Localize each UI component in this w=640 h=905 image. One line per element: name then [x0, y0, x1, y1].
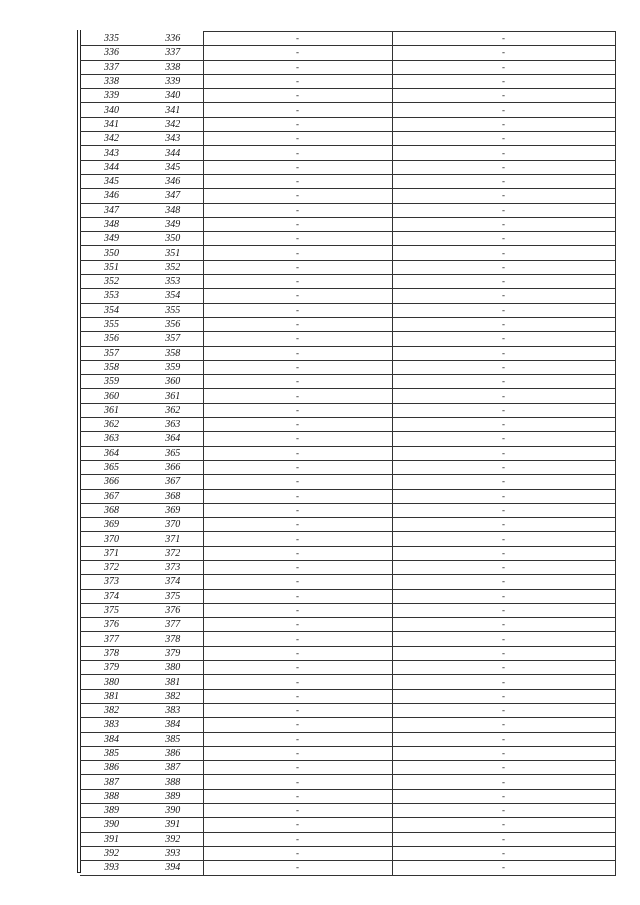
value-cell-right: - — [392, 846, 615, 860]
row-number-cell: 391 — [80, 832, 143, 846]
table-row — [80, 174, 615, 188]
row-number-cell: 378 — [80, 646, 143, 660]
value-cell-left: - — [203, 804, 392, 818]
value-cell-left: - — [203, 375, 392, 389]
table-row — [80, 689, 615, 703]
value-cell-left: - — [203, 761, 392, 775]
row-number-cell: 389 — [80, 804, 143, 818]
table-row — [80, 861, 615, 875]
value-cell-right: - — [392, 332, 615, 346]
next-number-cell: 379 — [143, 646, 203, 660]
next-number-cell: 358 — [143, 346, 203, 360]
table-row — [80, 303, 615, 317]
value-cell-right: - — [392, 589, 615, 603]
table-row — [80, 432, 615, 446]
next-number-cell: 384 — [143, 718, 203, 732]
row-number-cell: 348 — [80, 217, 143, 231]
table-row — [80, 217, 615, 231]
next-number-cell: 345 — [143, 160, 203, 174]
value-cell-right: - — [392, 246, 615, 260]
table-row — [80, 603, 615, 617]
value-cell-left: - — [203, 32, 392, 46]
table-row — [80, 346, 615, 360]
value-cell-left: - — [203, 746, 392, 760]
next-number-cell: 382 — [143, 689, 203, 703]
value-cell-right: - — [392, 489, 615, 503]
table-row — [80, 132, 615, 146]
value-cell-right: - — [392, 117, 615, 131]
value-cell-right: - — [392, 460, 615, 474]
value-cell-right: - — [392, 346, 615, 360]
row-number-cell: 343 — [80, 146, 143, 160]
value-cell-right: - — [392, 375, 615, 389]
table-row — [80, 518, 615, 532]
value-cell-right: - — [392, 317, 615, 331]
value-cell-left: - — [203, 418, 392, 432]
value-cell-right: - — [392, 503, 615, 517]
next-number-cell: 360 — [143, 375, 203, 389]
next-number-cell: 387 — [143, 761, 203, 775]
value-cell-left: - — [203, 560, 392, 574]
row-number-cell: 340 — [80, 103, 143, 117]
value-cell-left: - — [203, 317, 392, 331]
value-cell-left: - — [203, 475, 392, 489]
table-row — [80, 117, 615, 131]
left-margin-rule-outer — [77, 30, 78, 872]
table-row — [80, 632, 615, 646]
next-number-cell: 386 — [143, 746, 203, 760]
next-number-cell: 353 — [143, 275, 203, 289]
value-cell-right: - — [392, 203, 615, 217]
value-cell-right: - — [392, 418, 615, 432]
table-row — [80, 103, 615, 117]
next-number-cell: 392 — [143, 832, 203, 846]
row-number-cell: 349 — [80, 232, 143, 246]
value-cell-left: - — [203, 260, 392, 274]
value-cell-left: - — [203, 718, 392, 732]
value-cell-right: - — [392, 675, 615, 689]
table-row — [80, 475, 615, 489]
value-cell-left: - — [203, 189, 392, 203]
next-number-cell: 359 — [143, 360, 203, 374]
row-number-cell: 390 — [80, 818, 143, 832]
value-cell-left: - — [203, 503, 392, 517]
table-row — [80, 718, 615, 732]
next-number-cell: 368 — [143, 489, 203, 503]
next-number-cell: 347 — [143, 189, 203, 203]
table-row — [80, 146, 615, 160]
value-cell-right: - — [392, 746, 615, 760]
next-number-cell: 338 — [143, 60, 203, 74]
value-cell-left: - — [203, 632, 392, 646]
table-row — [80, 89, 615, 103]
table-row — [80, 560, 615, 574]
next-number-cell: 370 — [143, 518, 203, 532]
row-number-cell: 386 — [80, 761, 143, 775]
value-cell-right: - — [392, 818, 615, 832]
value-cell-left: - — [203, 203, 392, 217]
value-cell-left: - — [203, 103, 392, 117]
value-cell-left: - — [203, 303, 392, 317]
value-cell-left: - — [203, 217, 392, 231]
row-number-cell: 351 — [80, 260, 143, 274]
table-row — [80, 260, 615, 274]
row-number-cell: 338 — [80, 74, 143, 88]
value-cell-right: - — [392, 232, 615, 246]
next-number-cell: 378 — [143, 632, 203, 646]
value-cell-left: - — [203, 60, 392, 74]
value-cell-right: - — [392, 446, 615, 460]
row-number-cell: 344 — [80, 160, 143, 174]
value-cell-left: - — [203, 689, 392, 703]
table-row — [80, 546, 615, 560]
next-number-cell: 371 — [143, 532, 203, 546]
row-number-cell: 362 — [80, 418, 143, 432]
row-number-cell: 363 — [80, 432, 143, 446]
value-cell-right: - — [392, 832, 615, 846]
table-row — [80, 775, 615, 789]
row-number-cell: 379 — [80, 661, 143, 675]
table-row — [80, 289, 615, 303]
row-number-cell: 382 — [80, 703, 143, 717]
value-cell-right: - — [392, 661, 615, 675]
value-cell-left: - — [203, 818, 392, 832]
table-row — [80, 575, 615, 589]
value-cell-left: - — [203, 246, 392, 260]
row-number-cell: 360 — [80, 389, 143, 403]
value-cell-right: - — [392, 560, 615, 574]
value-cell-right: - — [392, 60, 615, 74]
value-cell-right: - — [392, 46, 615, 60]
value-cell-right: - — [392, 146, 615, 160]
row-number-cell: 335 — [80, 32, 143, 46]
row-number-cell: 372 — [80, 560, 143, 574]
next-number-cell: 380 — [143, 661, 203, 675]
row-number-cell: 352 — [80, 275, 143, 289]
value-cell-left: - — [203, 661, 392, 675]
value-cell-right: - — [392, 360, 615, 374]
value-cell-left: - — [203, 403, 392, 417]
table-row — [80, 618, 615, 632]
next-number-cell: 339 — [143, 74, 203, 88]
row-number-cell: 356 — [80, 332, 143, 346]
next-number-cell: 394 — [143, 861, 203, 875]
next-number-cell: 337 — [143, 46, 203, 60]
row-number-cell: 381 — [80, 689, 143, 703]
value-cell-left: - — [203, 160, 392, 174]
value-cell-left: - — [203, 732, 392, 746]
next-number-cell: 385 — [143, 732, 203, 746]
value-cell-left: - — [203, 232, 392, 246]
table-row — [80, 489, 615, 503]
value-cell-right: - — [392, 403, 615, 417]
record-table — [80, 31, 616, 876]
next-number-cell: 381 — [143, 675, 203, 689]
next-number-cell: 348 — [143, 203, 203, 217]
value-cell-left: - — [203, 117, 392, 131]
value-cell-right: - — [392, 775, 615, 789]
row-number-cell: 373 — [80, 575, 143, 589]
next-number-cell: 366 — [143, 460, 203, 474]
next-number-cell: 356 — [143, 317, 203, 331]
table-row — [80, 232, 615, 246]
table-row — [80, 661, 615, 675]
row-number-cell: 368 — [80, 503, 143, 517]
next-number-cell: 363 — [143, 418, 203, 432]
value-cell-left: - — [203, 618, 392, 632]
table-row — [80, 389, 615, 403]
table-row — [80, 675, 615, 689]
row-number-cell: 367 — [80, 489, 143, 503]
row-number-cell: 355 — [80, 317, 143, 331]
row-number-cell: 364 — [80, 446, 143, 460]
next-number-cell: 346 — [143, 174, 203, 188]
table-row — [80, 804, 615, 818]
next-number-cell: 349 — [143, 217, 203, 231]
value-cell-right: - — [392, 732, 615, 746]
row-number-cell: 392 — [80, 846, 143, 860]
next-number-cell: 342 — [143, 117, 203, 131]
next-number-cell: 361 — [143, 389, 203, 403]
next-number-cell: 393 — [143, 846, 203, 860]
next-number-cell: 391 — [143, 818, 203, 832]
value-cell-left: - — [203, 603, 392, 617]
value-cell-right: - — [392, 632, 615, 646]
next-number-cell: 355 — [143, 303, 203, 317]
row-number-cell: 346 — [80, 189, 143, 203]
next-number-cell: 376 — [143, 603, 203, 617]
row-number-cell: 387 — [80, 775, 143, 789]
table-row — [80, 532, 615, 546]
row-number-cell: 347 — [80, 203, 143, 217]
next-number-cell: 362 — [143, 403, 203, 417]
row-number-cell: 388 — [80, 789, 143, 803]
value-cell-right: - — [392, 389, 615, 403]
table-row — [80, 646, 615, 660]
row-number-cell: 371 — [80, 546, 143, 560]
value-cell-right: - — [392, 789, 615, 803]
record-table-body — [80, 32, 615, 876]
row-number-cell: 383 — [80, 718, 143, 732]
value-cell-left: - — [203, 360, 392, 374]
row-number-cell: 376 — [80, 618, 143, 632]
value-cell-right: - — [392, 718, 615, 732]
value-cell-left: - — [203, 575, 392, 589]
value-cell-right: - — [392, 761, 615, 775]
value-cell-right: - — [392, 518, 615, 532]
next-number-cell: 369 — [143, 503, 203, 517]
row-number-cell: 393 — [80, 861, 143, 875]
row-number-cell: 384 — [80, 732, 143, 746]
next-number-cell: 341 — [143, 103, 203, 117]
table-row — [80, 60, 615, 74]
value-cell-right: - — [392, 575, 615, 589]
table-row — [80, 460, 615, 474]
next-number-cell: 377 — [143, 618, 203, 632]
next-number-cell: 383 — [143, 703, 203, 717]
value-cell-right: - — [392, 74, 615, 88]
value-cell-right: - — [392, 861, 615, 875]
value-cell-right: - — [392, 160, 615, 174]
value-cell-right: - — [392, 132, 615, 146]
value-cell-left: - — [203, 460, 392, 474]
next-number-cell: 340 — [143, 89, 203, 103]
row-number-cell: 359 — [80, 375, 143, 389]
next-number-cell: 372 — [143, 546, 203, 560]
row-number-cell: 366 — [80, 475, 143, 489]
row-number-cell: 370 — [80, 532, 143, 546]
table-row — [80, 418, 615, 432]
value-cell-right: - — [392, 174, 615, 188]
value-cell-left: - — [203, 275, 392, 289]
row-number-cell: 342 — [80, 132, 143, 146]
next-number-cell: 364 — [143, 432, 203, 446]
next-number-cell: 350 — [143, 232, 203, 246]
table-row — [80, 74, 615, 88]
table-row — [80, 403, 615, 417]
row-number-cell: 339 — [80, 89, 143, 103]
value-cell-left: - — [203, 546, 392, 560]
value-cell-left: - — [203, 446, 392, 460]
value-cell-left: - — [203, 646, 392, 660]
row-number-cell: 337 — [80, 60, 143, 74]
value-cell-left: - — [203, 174, 392, 188]
row-number-cell: 354 — [80, 303, 143, 317]
value-cell-right: - — [392, 646, 615, 660]
value-cell-left: - — [203, 132, 392, 146]
value-cell-left: - — [203, 861, 392, 875]
value-cell-left: - — [203, 832, 392, 846]
row-number-cell: 385 — [80, 746, 143, 760]
next-number-cell: 336 — [143, 32, 203, 46]
value-cell-left: - — [203, 675, 392, 689]
value-cell-right: - — [392, 260, 615, 274]
value-cell-right: - — [392, 217, 615, 231]
next-number-cell: 344 — [143, 146, 203, 160]
value-cell-left: - — [203, 775, 392, 789]
table-row — [80, 846, 615, 860]
row-number-cell: 358 — [80, 360, 143, 374]
row-number-cell: 380 — [80, 675, 143, 689]
value-cell-right: - — [392, 275, 615, 289]
table-row — [80, 589, 615, 603]
table-row — [80, 160, 615, 174]
row-number-cell: 353 — [80, 289, 143, 303]
table-row — [80, 32, 615, 46]
value-cell-left: - — [203, 589, 392, 603]
value-cell-left: - — [203, 389, 392, 403]
table-row — [80, 761, 615, 775]
value-cell-right: - — [392, 303, 615, 317]
row-number-cell: 377 — [80, 632, 143, 646]
next-number-cell: 343 — [143, 132, 203, 146]
next-number-cell: 354 — [143, 289, 203, 303]
next-number-cell: 357 — [143, 332, 203, 346]
value-cell-right: - — [392, 603, 615, 617]
table-row — [80, 832, 615, 846]
row-number-cell: 375 — [80, 603, 143, 617]
next-number-cell: 367 — [143, 475, 203, 489]
value-cell-left: - — [203, 789, 392, 803]
row-number-cell: 357 — [80, 346, 143, 360]
value-cell-left: - — [203, 89, 392, 103]
next-number-cell: 389 — [143, 789, 203, 803]
table-row — [80, 818, 615, 832]
value-cell-left: - — [203, 289, 392, 303]
table-row — [80, 360, 615, 374]
value-cell-right: - — [392, 804, 615, 818]
table-row — [80, 446, 615, 460]
value-cell-right: - — [392, 103, 615, 117]
value-cell-left: - — [203, 518, 392, 532]
table-row — [80, 203, 615, 217]
table-row — [80, 275, 615, 289]
table-row — [80, 789, 615, 803]
value-cell-left: - — [203, 46, 392, 60]
value-cell-left: - — [203, 432, 392, 446]
row-number-cell: 350 — [80, 246, 143, 260]
value-cell-right: - — [392, 703, 615, 717]
value-cell-left: - — [203, 332, 392, 346]
row-number-cell: 345 — [80, 174, 143, 188]
value-cell-right: - — [392, 289, 615, 303]
value-cell-left: - — [203, 74, 392, 88]
next-number-cell: 390 — [143, 804, 203, 818]
row-number-cell: 336 — [80, 46, 143, 60]
value-cell-left: - — [203, 532, 392, 546]
value-cell-right: - — [392, 475, 615, 489]
table-row — [80, 375, 615, 389]
value-cell-left: - — [203, 346, 392, 360]
row-number-cell: 361 — [80, 403, 143, 417]
value-cell-left: - — [203, 146, 392, 160]
table-row — [80, 703, 615, 717]
next-number-cell: 365 — [143, 446, 203, 460]
next-number-cell: 373 — [143, 560, 203, 574]
next-number-cell: 375 — [143, 589, 203, 603]
value-cell-right: - — [392, 89, 615, 103]
row-number-cell: 341 — [80, 117, 143, 131]
table-row — [80, 317, 615, 331]
value-cell-right: - — [392, 189, 615, 203]
table-row — [80, 46, 615, 60]
next-number-cell: 388 — [143, 775, 203, 789]
row-number-cell: 369 — [80, 518, 143, 532]
value-cell-left: - — [203, 703, 392, 717]
next-number-cell: 374 — [143, 575, 203, 589]
next-number-cell: 351 — [143, 246, 203, 260]
table-row — [80, 746, 615, 760]
value-cell-left: - — [203, 846, 392, 860]
table-row — [80, 189, 615, 203]
value-cell-right: - — [392, 532, 615, 546]
value-cell-right: - — [392, 32, 615, 46]
value-cell-right: - — [392, 546, 615, 560]
value-cell-right: - — [392, 689, 615, 703]
table-row — [80, 732, 615, 746]
table-row — [80, 246, 615, 260]
row-number-cell: 365 — [80, 460, 143, 474]
table-row — [80, 332, 615, 346]
value-cell-right: - — [392, 618, 615, 632]
table-row — [80, 503, 615, 517]
next-number-cell: 352 — [143, 260, 203, 274]
row-number-cell: 374 — [80, 589, 143, 603]
value-cell-left: - — [203, 489, 392, 503]
value-cell-right: - — [392, 432, 615, 446]
